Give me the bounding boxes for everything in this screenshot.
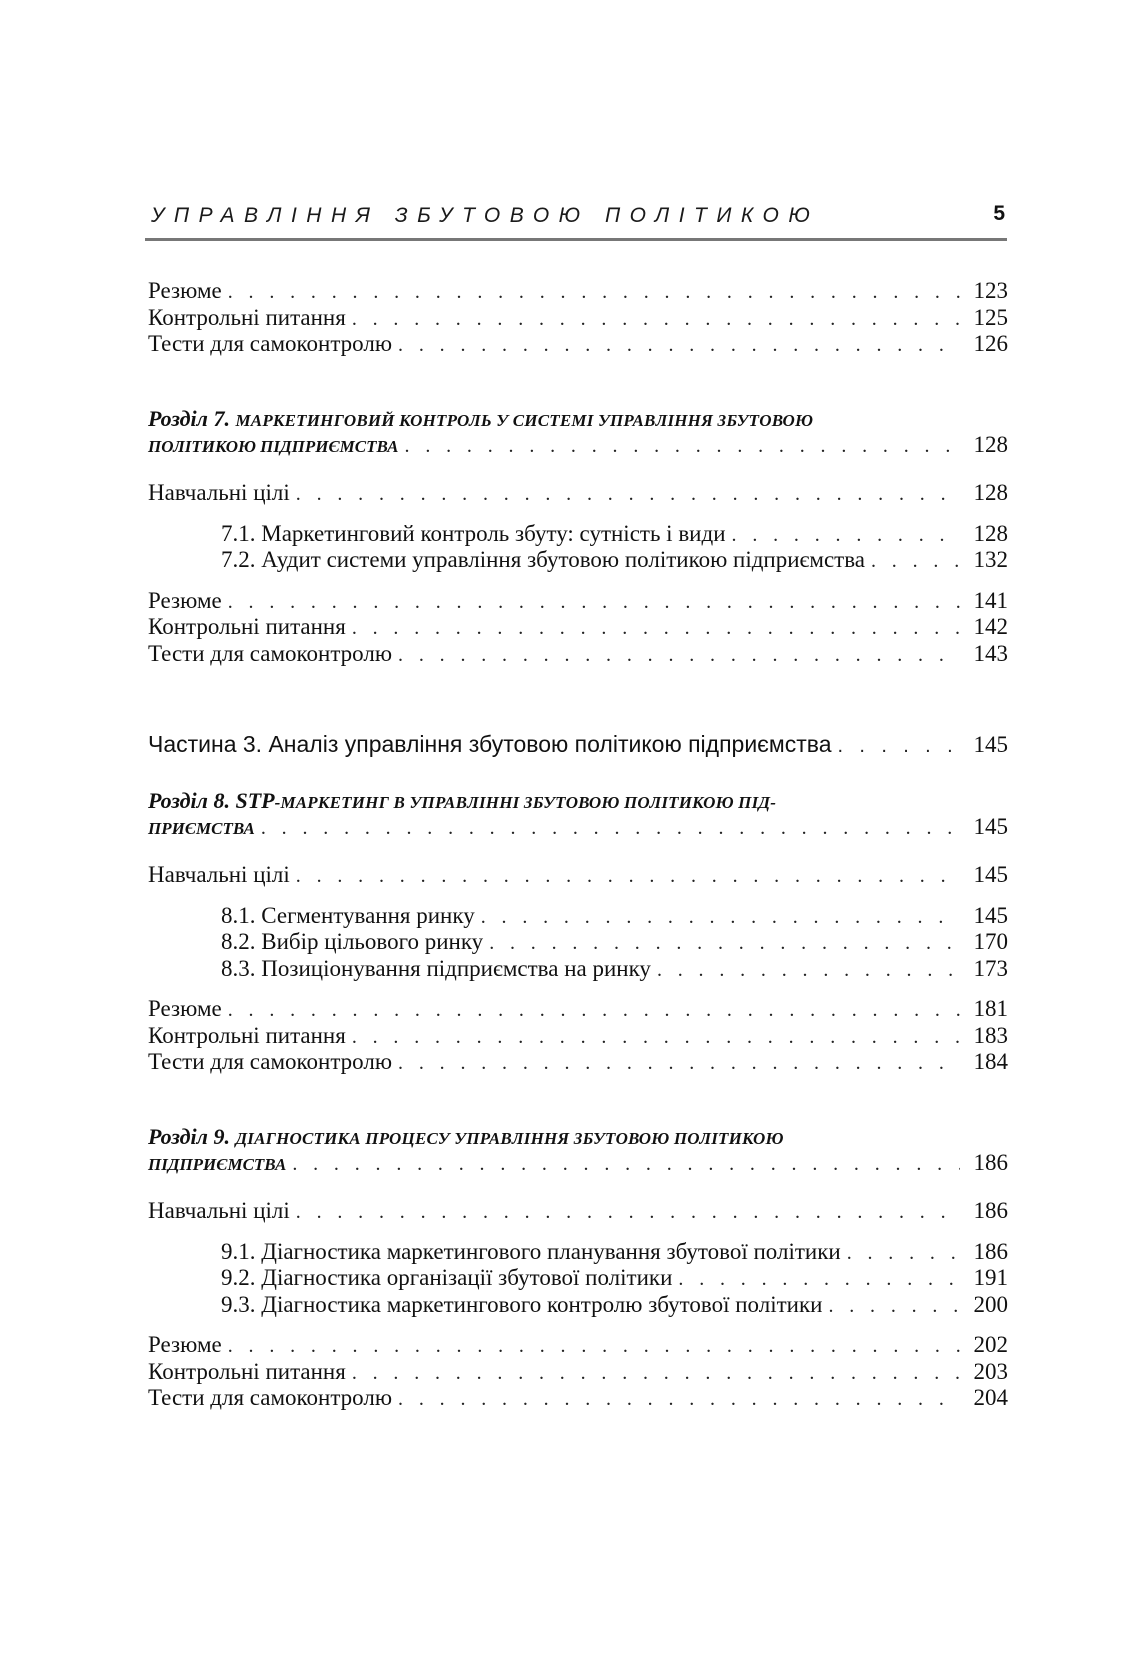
toc-section-7-2[interactable] <box>148 547 1008 574</box>
dot-leader <box>352 306 960 333</box>
toc-part-3[interactable] <box>148 731 1008 758</box>
toc-entry-page: 145 <box>973 902 1008 928</box>
toc-entry-summary[interactable] <box>148 278 1008 305</box>
toc-section-9-1[interactable] <box>148 1239 1008 1266</box>
dot-leader <box>228 997 960 1024</box>
running-header <box>145 200 1007 240</box>
dot-leader <box>352 1360 960 1387</box>
toc-entry-title: 9.2. Діагностика організації збутової політики <box>221 1265 673 1290</box>
dot-leader <box>296 481 960 508</box>
dot-leader <box>352 615 960 642</box>
toc-entry-title: Тести для самоконтролю <box>148 331 393 356</box>
toc-entry-title: 8.1. Сегментування ринку <box>221 902 475 928</box>
toc-section-9-2[interactable] <box>148 1265 1008 1292</box>
dot-leader <box>398 1050 960 1077</box>
page-number: 5 <box>993 202 1005 225</box>
dot-leader <box>228 1333 960 1360</box>
dot-leader <box>296 863 960 890</box>
chapter-8-heading-cont[interactable] <box>148 814 1008 841</box>
dot-leader <box>261 815 960 842</box>
dot-leader <box>838 733 961 760</box>
toc-entry-title: Контрольні питання <box>148 614 346 639</box>
toc-entry-page: 204 <box>973 1385 1008 1410</box>
toc-entry-summary[interactable] <box>148 588 1008 615</box>
toc-entry-page: 145 <box>973 813 1008 839</box>
toc-entry-page: 203 <box>973 1358 1008 1384</box>
toc-entry-title: Резюме <box>148 1332 222 1357</box>
chapter-9-title-line2: ПІДПРИЄМСТВА <box>148 1154 287 1174</box>
toc-entry-page: 173 <box>973 955 1008 981</box>
dot-leader <box>398 1386 960 1413</box>
toc-entry-title: Тести для самоконтролю <box>148 640 393 666</box>
dot-leader <box>489 930 960 957</box>
chapter-7-title-line1: МАРКЕТИНГОВИЙ КОНТРОЛЬ У СИСТЕМІ УПРАВЛІННЯ ЗБУТОВОЮ <box>235 410 814 430</box>
toc-entry-title: 9.3. Діагностика маркетингового контролю збутової політики <box>221 1291 823 1317</box>
toc-entry-page: 170 <box>973 929 1008 954</box>
toc-entry-goals[interactable] <box>148 480 1008 507</box>
dot-leader <box>657 957 960 984</box>
chapter-7-heading[interactable] <box>148 406 1008 432</box>
toc-entry-page: 186 <box>973 1238 1008 1264</box>
toc-entry-page: 186 <box>973 1149 1008 1175</box>
chapter-7-lead: Розділ 7. <box>148 405 230 431</box>
toc-entry-title: Контрольні питання <box>148 304 346 330</box>
dot-leader <box>405 433 960 460</box>
toc-entry-goals[interactable] <box>148 862 1008 889</box>
toc-entry-page: 183 <box>973 1022 1008 1048</box>
toc-entry-page: 128 <box>973 480 1008 505</box>
toc-entry-page: 128 <box>973 520 1008 546</box>
toc-entry-tests[interactable] <box>148 331 1008 358</box>
toc-entry-title: Навчальні цілі <box>148 862 290 887</box>
toc-entry-goals[interactable] <box>148 1198 1008 1225</box>
toc-entry-page: 132 <box>973 547 1008 572</box>
toc-entry-title: 7.1. Маркетинговий контроль збуту: сутність і види <box>221 520 726 546</box>
toc-entry-title: Тести для самоконтролю <box>148 1049 393 1074</box>
toc-entry-questions[interactable] <box>148 1359 1008 1386</box>
running-title: УПРАВЛІННЯ ЗБУТОВОЮ ПОЛІТИКОЮ <box>151 204 820 227</box>
toc-entry-title: Частина 3. Аналіз управління збутовою політикою підприємства <box>148 731 832 757</box>
dot-leader <box>398 332 960 359</box>
dot-leader <box>828 1293 960 1320</box>
chapter-7-heading-cont[interactable] <box>148 432 1008 459</box>
toc-entry-page: 125 <box>973 304 1008 330</box>
toc-entry-page: 184 <box>973 1049 1008 1074</box>
chapter-8-title-line2: ПРИЄМСТВА <box>148 818 255 838</box>
chapter-9-heading[interactable] <box>148 1124 1008 1150</box>
toc-entry-summary[interactable] <box>148 1332 1008 1359</box>
dot-leader <box>228 589 960 616</box>
dot-leader <box>481 904 960 931</box>
chapter-7-title-line2: ПОЛІТИКОЮ ПІДПРИЄМСТВА <box>148 436 399 456</box>
header-rule <box>145 238 1007 241</box>
toc-section-8-2[interactable] <box>148 929 1008 956</box>
toc-entry-tests[interactable] <box>148 1385 1008 1412</box>
toc-entry-page: 141 <box>973 587 1008 613</box>
toc-entry-title: 8.3. Позиціонування підприємства на ринку <box>221 955 651 981</box>
toc-entry-questions[interactable] <box>148 614 1008 641</box>
toc-entry-page: 186 <box>973 1198 1008 1223</box>
toc-entry-title: Резюме <box>148 996 222 1021</box>
toc-entry-title: 7.2. Аудит системи управління збутовою політикою підприємства <box>221 547 865 572</box>
toc-entry-title: Тести для самоконтролю <box>148 1385 393 1410</box>
toc-entry-page: 128 <box>973 431 1008 457</box>
toc-entry-questions[interactable] <box>148 1023 1008 1050</box>
dot-leader <box>732 522 960 549</box>
dot-leader <box>292 1151 960 1178</box>
toc-entry-title: Резюме <box>148 278 222 303</box>
toc-section-8-1[interactable] <box>148 903 1008 930</box>
chapter-8-abbr: STP <box>235 787 275 813</box>
dot-leader <box>296 1199 960 1226</box>
toc-section-8-3[interactable] <box>148 956 1008 983</box>
dot-leader <box>398 642 960 669</box>
toc-entry-title: Навчальні цілі <box>148 1198 290 1223</box>
toc-section-7-1[interactable] <box>148 521 1008 548</box>
toc-entry-page: 126 <box>973 331 1008 356</box>
chapter-8-lead: Розділ 8. <box>148 787 230 813</box>
toc-entry-title: 9.1. Діагностика маркетингового планування збутової політики <box>221 1238 841 1264</box>
toc-entry-page: 200 <box>973 1291 1008 1317</box>
toc-entry-page: 145 <box>973 732 1008 757</box>
dot-leader <box>352 1024 960 1051</box>
chapter-8-title-line1: -МАРКЕТИНГ В УПРАВЛІННІ ЗБУТОВОЮ ПОЛІТИКОЮ ПІД- <box>274 792 777 812</box>
toc-entry-summary[interactable] <box>148 996 1008 1023</box>
toc-entry-page: 191 <box>973 1265 1008 1290</box>
chapter-8-heading[interactable] <box>148 788 1008 814</box>
dot-leader <box>847 1240 960 1267</box>
toc-entry-title: Контрольні питання <box>148 1022 346 1048</box>
toc-entry-title: Навчальні цілі <box>148 480 290 505</box>
toc-section-9-3[interactable] <box>148 1292 1008 1319</box>
toc-entry-page: 181 <box>973 996 1008 1021</box>
dot-leader <box>228 279 960 306</box>
toc-entry-page: 123 <box>973 278 1008 303</box>
toc-entry-title: Резюме <box>148 587 222 613</box>
toc-entry-title: 8.2. Вибір цільового ринку <box>221 929 484 954</box>
table-of-contents <box>148 278 1008 1412</box>
toc-entry-questions[interactable] <box>148 305 1008 332</box>
dot-leader <box>678 1266 960 1293</box>
chapter-9-title-line1: ДІАГНОСТИКА ПРОЦЕСУ УПРАВЛІННЯ ЗБУТОВОЮ ПОЛІТИКОЮ <box>235 1128 784 1148</box>
dot-leader <box>871 548 960 575</box>
chapter-9-heading-cont[interactable] <box>148 1150 1008 1177</box>
chapter-9-lead: Розділ 9. <box>148 1123 230 1149</box>
toc-entry-page: 143 <box>973 640 1008 666</box>
toc-entry-page: 142 <box>973 614 1008 639</box>
toc-entry-title: Контрольні питання <box>148 1358 346 1384</box>
toc-entry-tests[interactable] <box>148 1049 1008 1076</box>
toc-entry-page: 145 <box>973 862 1008 887</box>
toc-entry-page: 202 <box>973 1332 1008 1357</box>
toc-entry-tests[interactable] <box>148 641 1008 668</box>
